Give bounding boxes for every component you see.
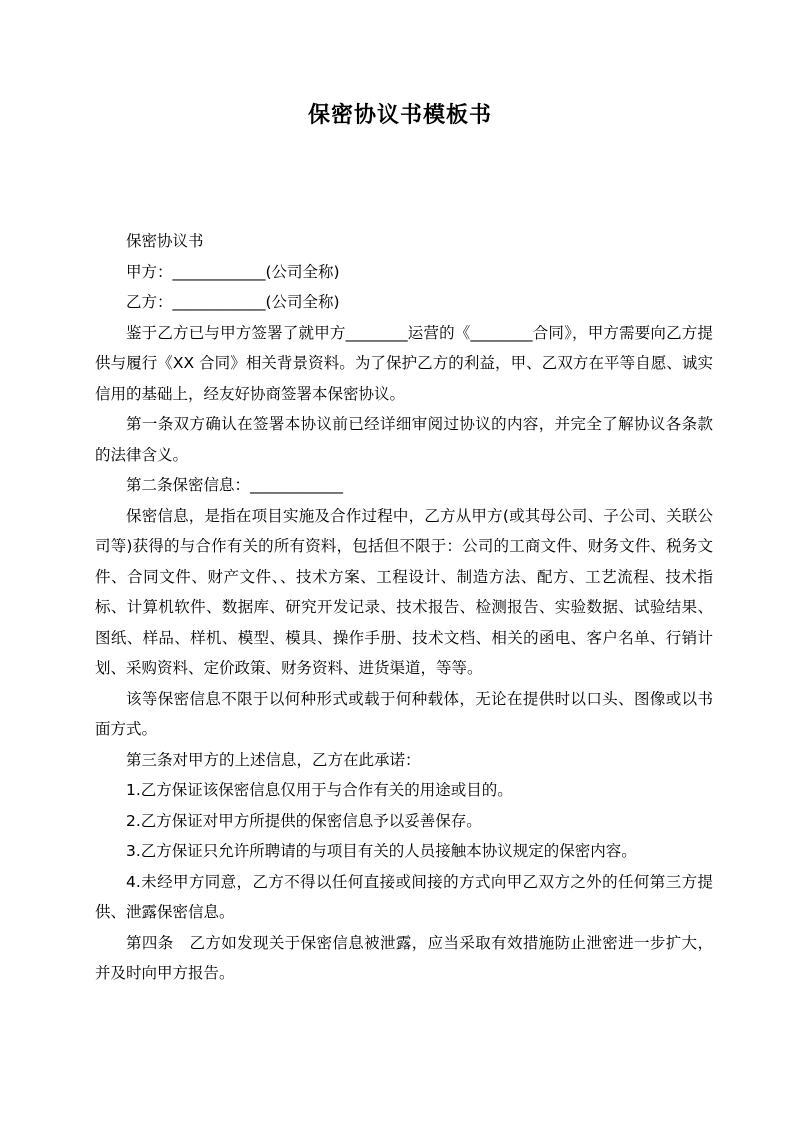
paragraph-commitment-2: 2.乙方保证对甲方所提供的保密信息予以妥善保存。: [126, 811, 482, 830]
paragraph-party-a: 甲方：____________(公司全称): [126, 262, 340, 281]
paragraph-article-2: 第二条保密信息：____________: [126, 476, 344, 494]
paragraph-confidential-form: 该等保密信息不限于以何种形式或载于何种载体，无论在提供时以口头、图像或以书面方式。: [95, 689, 713, 738]
paragraph-heading: 保密协议书: [126, 232, 204, 250]
paragraph-party-b: 乙方：____________(公司全称): [126, 293, 340, 311]
paragraph-article-3: 第三条对甲方的上述信息，乙方在此承诺：: [126, 750, 421, 769]
document-title: 保密协议书模板书: [307, 103, 492, 128]
paragraph-commitment-3: 3.乙方保证只允许所聘请的与项目有关的人员接触本协议规定的保密内容。: [126, 842, 637, 860]
paragraph-commitment-1: 1.乙方保证该保密信息仅用于与合作有关的用途或目的。: [126, 781, 513, 799]
paragraph-commitment-4: 4.未经甲方同意，乙方不得以任何直接或间接的方式向甲乙双方之外的任何第三方提供、泄露保密信息。: [95, 872, 713, 921]
paragraph-article-1: 第一条双方确认在签署本协议前已经详细审阅过协议的内容，并完全了解协议各条款的法律含义。: [95, 415, 713, 464]
paragraph-article-4: 第四条 乙方如发现关于保密信息被泄露，应当采取有效措施防止泄密进一步扩大，并及时向甲方报告。: [95, 933, 713, 982]
document-body: [95, 226, 713, 989]
paragraph-preamble: 鉴于乙方已与甲方签署了就甲方________运营的《________合同》，甲方需要向乙方提供与履行《XX 合同》相关背景资料。为了保护乙方的利益，甲、乙双方在平等自愿、诚实信用的基础上，经友好协商签署本保密协议。: [95, 323, 713, 403]
paragraph-confidential-definition: 保密信息，是指在项目实施及合作过程中，乙方从甲方(或其母公司、子公司、关联公司等)获得的与合作有关的所有资料，包括但不限于：公司的工商文件、财务文件、税务文件、合同文件、财产文件、、技术方案、工程设计、制造方法、配方、工艺流程、技术指标、计算机软件、数据库、研究开发记录、技术报告、检测报告、实验数据、试验结果、图纸、样品、样机、模型、模具、操作手册、技术文档、相关的函电、客户名单、行销计划、采购资料、定价政策、财务资料、进货渠道，等等。: [95, 506, 713, 677]
